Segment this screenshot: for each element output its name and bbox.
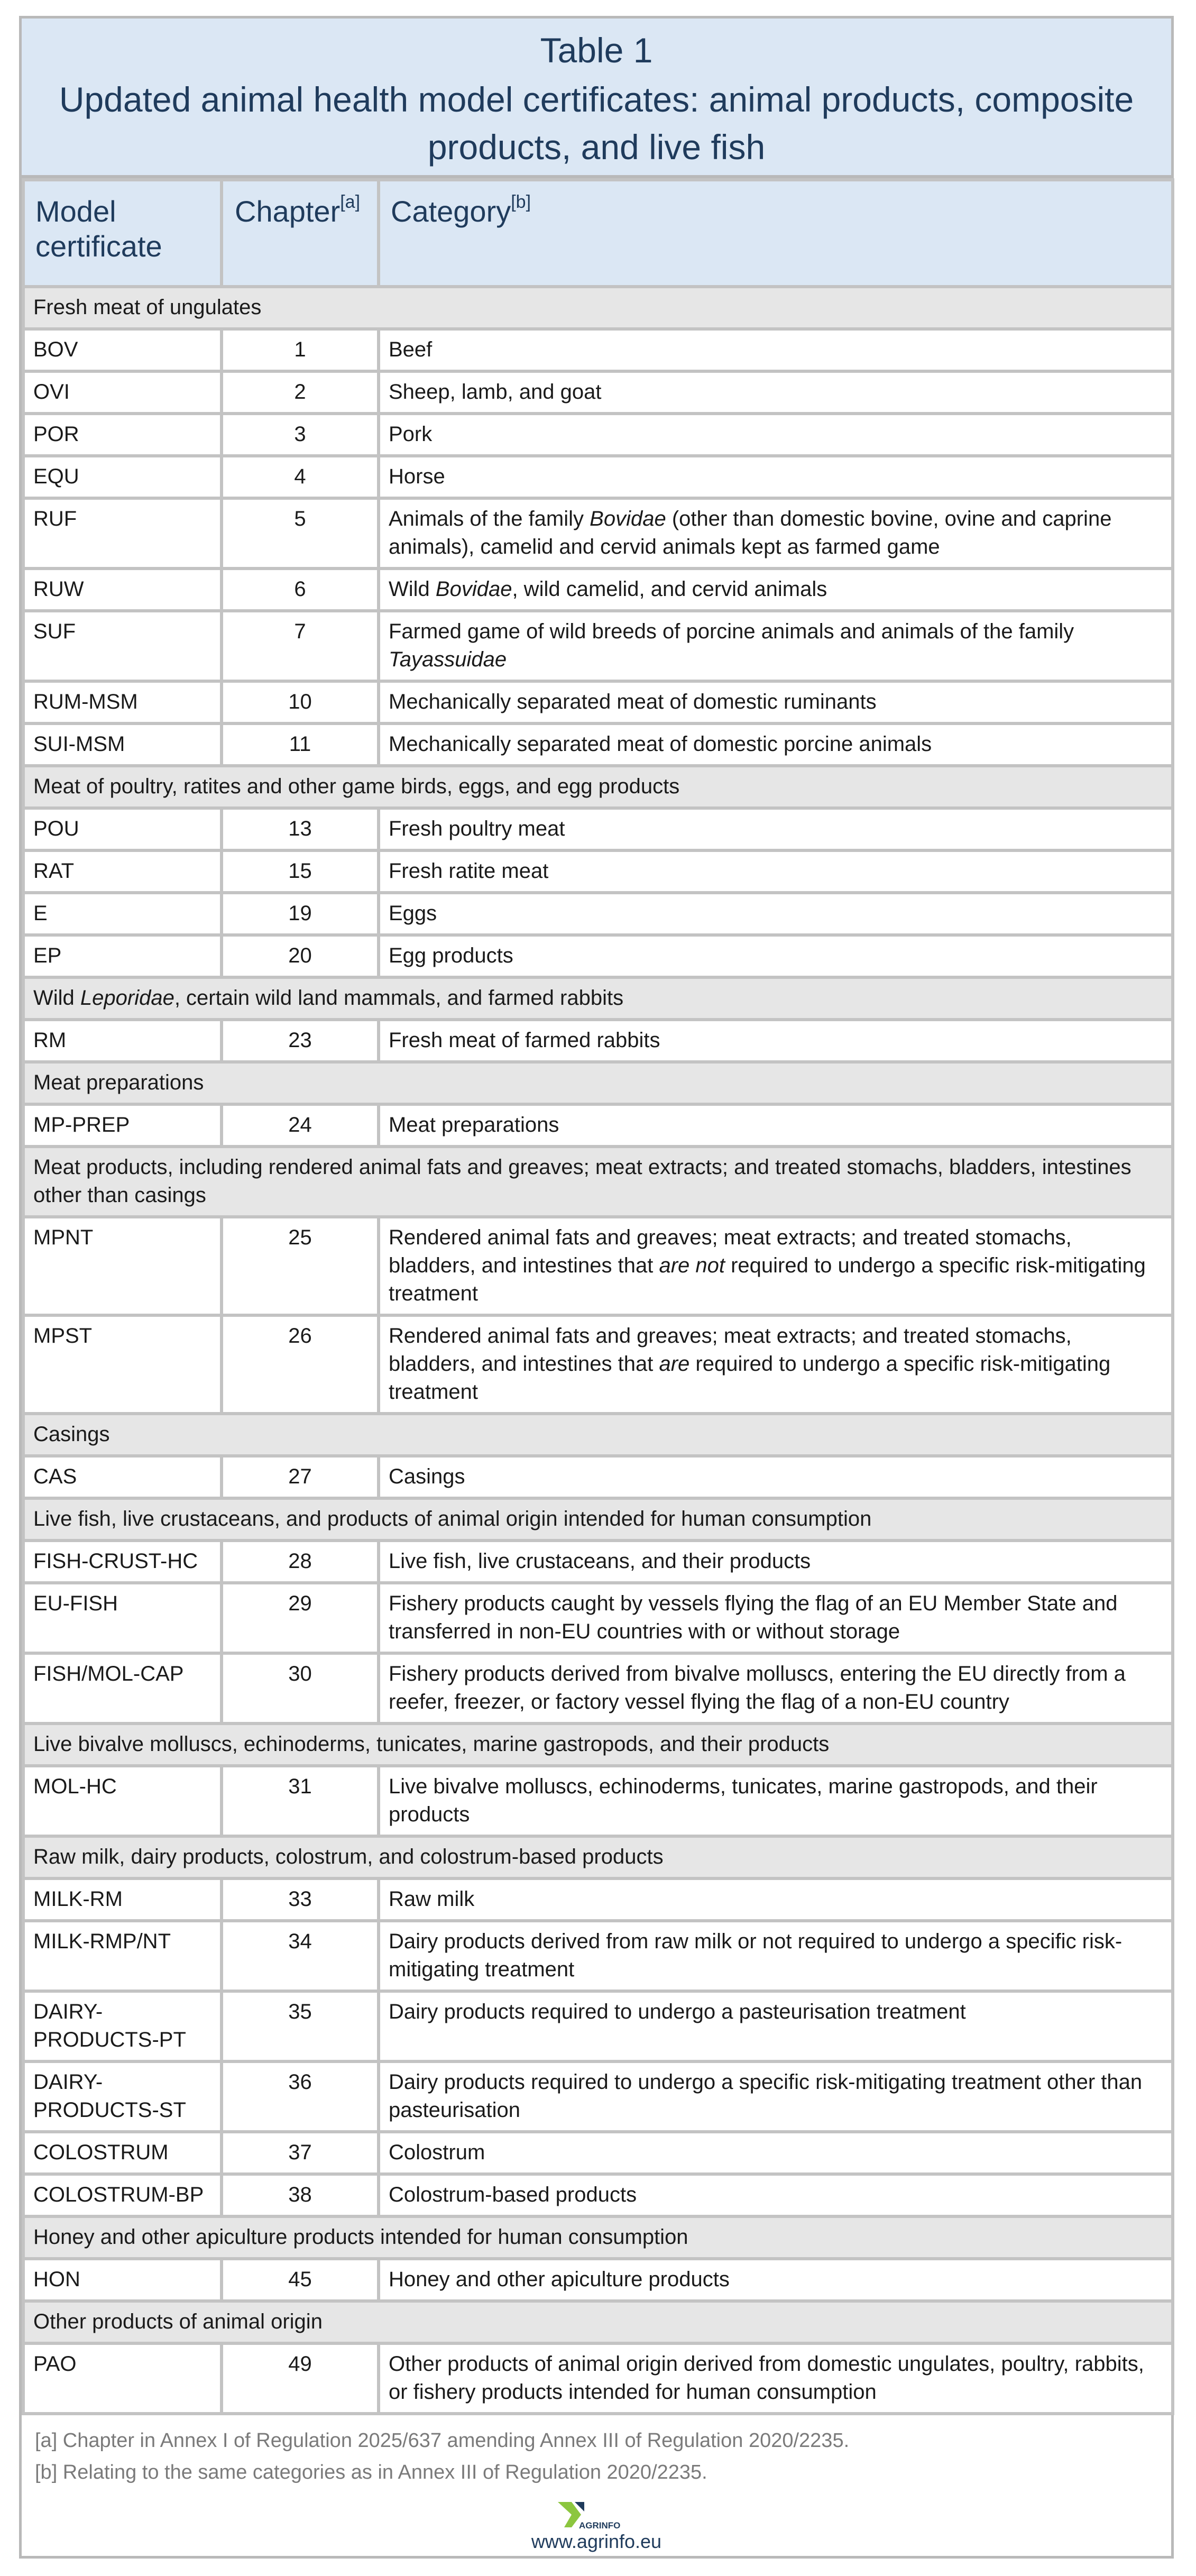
table-frame [19,16,1174,2559]
text-run: Other products of animal origin derived from domestic ungulates, poultry, rabbits, or fishery products intended for human consumption [389,2352,1144,2404]
text-run: Dairy products derived from raw milk or not required to undergo a specific risk-mitigating treatment [389,1930,1123,1981]
section-row [23,766,1173,808]
category-cell [379,1315,1173,1414]
chapter-cell: 26 [222,1315,379,1414]
italic-text: Bovidae [590,507,666,530]
text-run: Live fish, live crustaceans, and products of animal origin intended for human consumption [33,1507,872,1530]
category-cell [379,850,1173,893]
chapter-cell: 31 [222,1766,379,1836]
chapter-cell: 1 [222,329,379,371]
chapter-cell: 49 [222,2343,379,2414]
table-row [23,1991,1173,2061]
footnote-ref-b: [b] [511,192,531,212]
category-cell [379,1921,1173,1991]
category-cell [379,935,1173,977]
text-run: Live fish, live crustaceans, and their products [389,1550,811,1573]
category-cell [379,569,1173,611]
text-run: (other than domestic bovine, ovine and caprine animals), camelid and cervid animals kept as farmed game [389,507,1112,558]
table-row [23,1878,1173,1921]
category-cell [379,1541,1173,1583]
category-cell [379,1456,1173,1498]
text-run: Sheep, lamb, and goat [389,380,602,404]
category-cell [379,414,1173,456]
section-row [23,2301,1173,2343]
table-row [23,414,1173,456]
table-row [23,2343,1173,2414]
category-cell [379,2174,1173,2216]
text-run: required to undergo a specific risk-mitigating treatment [389,1254,1146,1305]
section-row [23,1062,1173,1104]
category-cell [379,1104,1173,1147]
table-row [23,808,1173,850]
section-row [23,1836,1173,1878]
text-run: Meat products, including rendered animal fats and greaves; meat extracts; and treated stomachs, bladders, intestines other than casings [33,1156,1131,1207]
text-run: Live bivalve molluscs, echinoderms, tunicates, marine gastropods, and their products [33,1732,830,1756]
section-row [23,1414,1173,1456]
category-cell [379,456,1173,498]
chapter-cell: 5 [222,498,379,569]
text-run: Dairy products required to undergo a specific risk-mitigating treatment other than pasteurisation [389,2070,1143,2122]
chapter-cell: 11 [222,723,379,766]
text-run: Horse [389,465,445,488]
table-row [23,1315,1173,1414]
text-run: Fresh meat of farmed rabbits [389,1029,660,1052]
section-row [23,1147,1173,1217]
model-certificate-cell: RM [23,1020,222,1062]
text-run: Rendered animal fats and greaves; meat extracts; and treated stomachs, bladders, and intestines that [389,1226,1072,1277]
model-certificate-cell: PAO [23,2343,222,2414]
text-run: Raw milk [389,1887,475,1911]
category-cell [379,723,1173,766]
table-row [23,329,1173,371]
text-run: , wild camelid, and cervid animals [512,577,827,601]
certificates-table [22,178,1174,2415]
table-row [23,498,1173,569]
section-label [23,1724,1173,1766]
table-row [23,1921,1173,1991]
model-certificate-cell: RAT [23,850,222,893]
chapter-cell: 29 [222,1583,379,1653]
table-title [22,19,1171,178]
chapter-cell: 3 [222,414,379,456]
chapter-cell: 2 [222,371,379,414]
table-number: Table 1 [540,31,653,70]
category-cell [379,1583,1173,1653]
section-row [23,1498,1173,1541]
category-cell [379,681,1173,723]
model-certificate-cell: DAIRY-PRODUCTS-PT [23,1991,222,2061]
header-category: Category[b] [379,180,1173,287]
chapter-cell: 24 [222,1104,379,1147]
model-certificate-cell: SUF [23,611,222,681]
category-cell [379,611,1173,681]
table-row [23,1217,1173,1315]
agrinfo-logo-mark-icon [554,2499,638,2531]
chapter-cell: 45 [222,2259,379,2301]
table-row [23,1104,1173,1147]
text-run: Colostrum-based products [389,2183,637,2206]
text-run: Live bivalve molluscs, echinoderms, tunicates, marine gastropods, and their products [389,1775,1098,1826]
table-row [23,681,1173,723]
model-certificate-cell: POU [23,808,222,850]
category-cell [379,371,1173,414]
chapter-cell: 30 [222,1653,379,1724]
category-cell [379,808,1173,850]
model-certificate-cell: MPST [23,1315,222,1414]
text-run: Dairy products required to undergo a pasteurisation treatment [389,2000,966,2023]
text-run: Wild [389,577,436,601]
model-certificate-cell: FISH-CRUST-HC [23,1541,222,1583]
model-certificate-cell: SUI-MSM [23,723,222,766]
model-certificate-cell: RUW [23,569,222,611]
table-row [23,371,1173,414]
text-run: Beef [389,338,433,361]
category-cell [379,2132,1173,2174]
text-run: Honey and other apiculture products [389,2268,730,2291]
chapter-cell: 23 [222,1020,379,1062]
text-run: Meat preparations [389,1113,559,1136]
category-cell [379,1020,1173,1062]
text-run: Eggs [389,902,437,925]
chapter-cell: 37 [222,2132,379,2174]
chapter-cell: 19 [222,893,379,935]
chapter-cell: 35 [222,1991,379,2061]
header-chapter: Chapter[a] [222,180,379,287]
table-row [23,850,1173,893]
section-row [23,1724,1173,1766]
italic-text: are [659,1352,690,1376]
italic-text: Leporidae [80,986,174,1010]
chapter-cell: 25 [222,1217,379,1315]
section-label [23,1414,1173,1456]
text-run: Other products of animal origin [33,2310,323,2333]
chapter-cell: 15 [222,850,379,893]
footnotes [35,2425,849,2488]
model-certificate-cell: FISH/MOL-CAP [23,1653,222,1724]
model-certificate-cell: HON [23,2259,222,2301]
text-run: Fishery products caught by vessels flying the flag of an EU Member State and transferred in non-EU countries with or without storage [389,1592,1118,1643]
model-certificate-cell: MPNT [23,1217,222,1315]
text-run: Pork [389,423,433,446]
table-row [23,1766,1173,1836]
chapter-cell: 20 [222,935,379,977]
text-run: Wild [33,986,80,1010]
table-body [23,287,1173,2414]
section-row [23,977,1173,1020]
italic-text: Tayassuidae [389,648,507,671]
text-run: required to undergo a specific risk-mitigating treatment [389,1352,1111,1404]
category-cell [379,1653,1173,1724]
model-certificate-cell: E [23,893,222,935]
text-run: Fresh meat of ungulates [33,296,262,319]
text-run: Meat preparations [33,1071,204,1094]
text-run: Honey and other apiculture products intended for human consumption [33,2225,688,2249]
category-cell [379,329,1173,371]
table-row [23,2132,1173,2174]
text-run: Colostrum [389,2141,485,2164]
text-run: Fishery products derived from bivalve molluscs, entering the EU directly from a reefer, freezer, or factory vessel flying the flag of a non-EU country [389,1662,1126,1713]
chapter-cell: 27 [222,1456,379,1498]
category-cell [379,893,1173,935]
chapter-cell: 28 [222,1541,379,1583]
model-certificate-cell: POR [23,414,222,456]
text-run: Egg products [389,944,513,967]
section-label [23,977,1173,1020]
section-label [23,287,1173,329]
model-certificate-cell: EP [23,935,222,977]
model-certificate-cell: MILK-RMP/NT [23,1921,222,1991]
table-row [23,1020,1173,1062]
section-label [23,1498,1173,1541]
text-run: Casings [33,1423,110,1446]
text-run: Meat of poultry, ratites and other game birds, eggs, and egg products [33,775,680,798]
text-run: Farmed game of wild breeds of porcine animals and animals of the family [389,620,1074,643]
website-link[interactable]: www.agrinfo.eu [531,2531,662,2552]
model-certificate-cell: OVI [23,371,222,414]
table-row [23,1456,1173,1498]
chapter-cell: 36 [222,2061,379,2132]
table-row [23,569,1173,611]
table-row [23,935,1173,977]
table-row [23,2061,1173,2132]
chapter-cell: 34 [222,1921,379,1991]
italic-text: are not [659,1254,725,1277]
model-certificate-cell: COLOSTRUM [23,2132,222,2174]
section-row [23,287,1173,329]
chapter-cell: 38 [222,2174,379,2216]
model-certificate-cell: MP-PREP [23,1104,222,1147]
text-run: Fresh ratite meat [389,859,549,883]
section-label [23,2216,1173,2259]
footnote-a: [a] Chapter in Annex I of Regulation 2025/637 amending Annex III of Regulation 2020/2235. [35,2430,850,2452]
section-row [23,2216,1173,2259]
model-certificate-cell: BOV [23,329,222,371]
header-model-certificate: Model certificate [23,180,222,287]
category-cell [379,1878,1173,1921]
table-caption: Updated animal health model certificates: animal products, composite products, and live fish [59,80,1134,167]
model-certificate-cell: EU-FISH [23,1583,222,1653]
model-certificate-cell: MOL-HC [23,1766,222,1836]
chapter-cell: 4 [222,456,379,498]
category-cell [379,498,1173,569]
text-run: Mechanically separated meat of domestic porcine animals [389,732,932,756]
model-certificate-cell: RUF [23,498,222,569]
model-certificate-cell: COLOSTRUM-BP [23,2174,222,2216]
table-row [23,2174,1173,2216]
category-cell [379,2259,1173,2301]
table-row [23,456,1173,498]
text-run: Mechanically separated meat of domestic ruminants [389,690,877,713]
table-row [23,1541,1173,1583]
section-label [23,2301,1173,2343]
chapter-cell: 7 [222,611,379,681]
text-run: Rendered animal fats and greaves; meat extracts; and treated stomachs, bladders, and intestines that [389,1324,1072,1376]
section-label [23,1147,1173,1217]
text-run: Casings [389,1465,465,1488]
category-cell [379,1217,1173,1315]
section-label [23,766,1173,808]
table-row [23,2259,1173,2301]
chapter-cell: 13 [222,808,379,850]
section-label [23,1062,1173,1104]
text-run: , certain wild land mammals, and farmed rabbits [174,986,624,1010]
model-certificate-cell: EQU [23,456,222,498]
footnote-ref-a: [a] [340,192,361,212]
model-certificate-cell: CAS [23,1456,222,1498]
table-row [23,611,1173,681]
model-certificate-cell: MILK-RM [23,1878,222,1921]
logo-wordmark: AGRINFO [579,2520,621,2531]
category-cell [379,2343,1173,2414]
header-row [23,180,1173,287]
section-label [23,1836,1173,1878]
table-row [23,893,1173,935]
category-cell [379,1766,1173,1836]
text-run: Fresh poultry meat [389,817,565,840]
table-row [23,1653,1173,1724]
model-certificate-cell: DAIRY-PRODUCTS-ST [23,2061,222,2132]
text-run: Animals of the family [389,507,590,530]
text-run: Raw milk, dairy products, colostrum, and colostrum-based products [33,1845,664,1868]
category-cell [379,1991,1173,2061]
chapter-cell: 33 [222,1878,379,1921]
category-cell [379,2061,1173,2132]
chapter-cell: 10 [222,681,379,723]
agrinfo-logo-icon [554,2499,638,2531]
italic-text: Bovidae [435,577,512,601]
footnote-b: [b] Relating to the same categories as in Annex III of Regulation 2020/2235. [35,2461,707,2483]
chapter-cell: 6 [222,569,379,611]
model-certificate-cell: RUM-MSM [23,681,222,723]
table-row [23,723,1173,766]
table-row [23,1583,1173,1653]
